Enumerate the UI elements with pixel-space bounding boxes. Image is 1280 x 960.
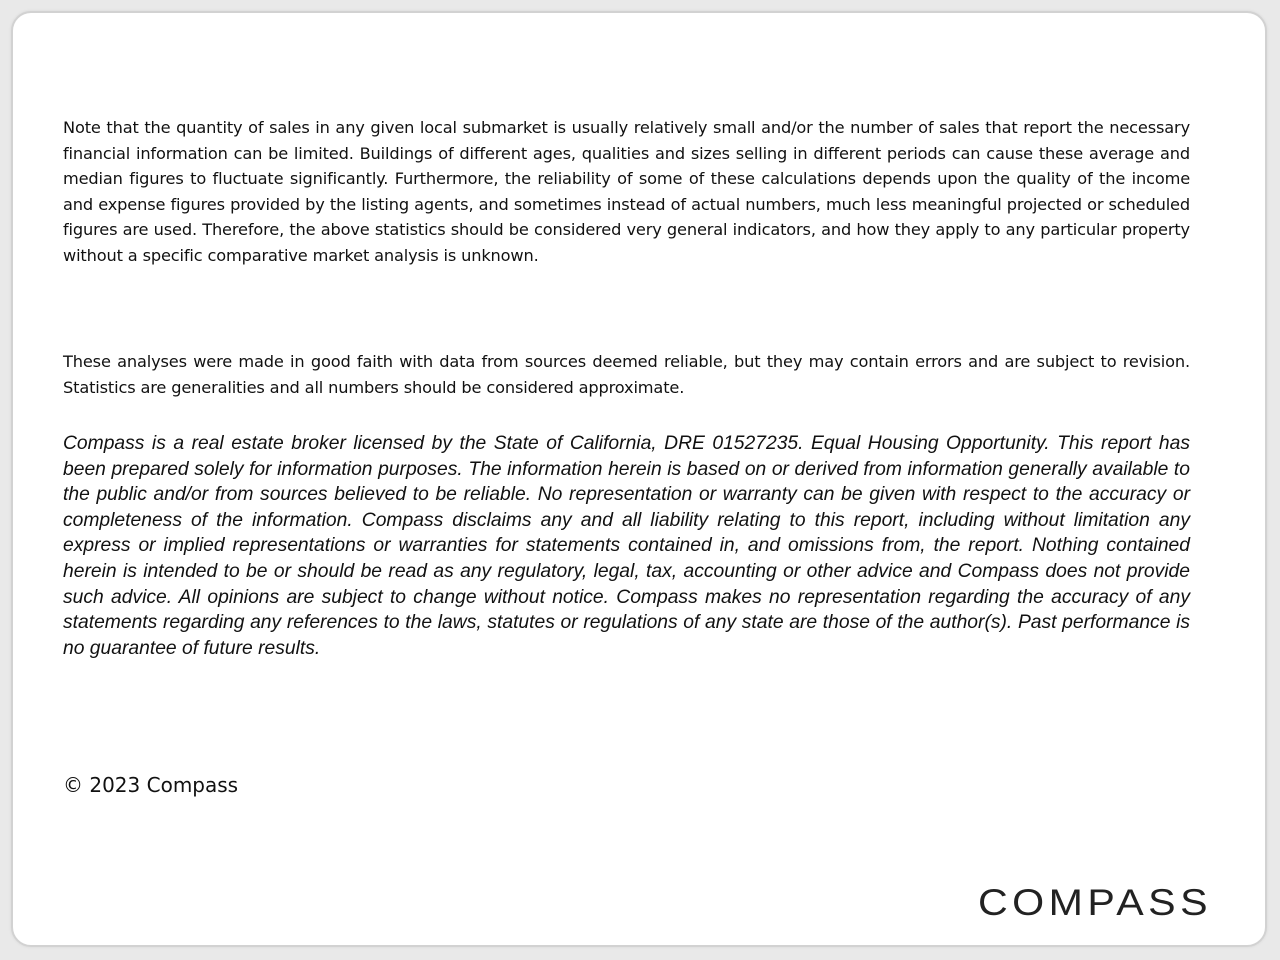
copyright-text: © 2023 Compass [63,773,239,797]
compass-logo [978,881,1214,921]
note-paragraph: Note that the quantity of sales in any given local submarket is usually relatively small and/or the number of sales that report the necessary financial information can be limited. Buildings of different ages, qualities and sizes selling in different periods can cause these average and median figures to fluctuate significantly. Furthermore, the reliability of some of these calculations depends upon the quality of the income and expense figures provided by the listing agents, and sometimes instead of actual numbers, much less meaningful projected or scheduled figures are used. Therefore, the above statistics should be considered very general indicators, and how they apply to any particular property without a specific comparative market analysis is unknown. [63,118,1190,265]
disclaimer-paragraph: Compass is a real estate broker licensed by the State of California, DRE 01527235. Equal Housing Opportunity. This report has been prepared solely for information purposes. The information herein is based on or derived from information generally available to the public and/or from sources believed to be reliable. No representation or warranty can be given with respect to the accuracy or completeness of the information. Compass disclaims any and all liability relating to this report, including without limitation any express or implied representations or warranties for statements contained in, and omissions from, the report. Nothing contained herein is intended to be or should be read as any regulatory, legal, tax, accounting or other advice and Compass does not provide such advice. All opinions are subject to change without notice. Compass makes no representation regarding the accuracy of any statements regarding any references to the laws, statutes or regulations of any state are those of the author(s). Past performance is no guarantee of future results. [63,433,1190,659]
compass-logo-text: COMPASS [978,882,1212,921]
analyses-paragraph: These analyses were made in good faith with data from sources deemed reliable, but they may contain errors and are subject to revision. Statistics are generalities and all numbers should be considered approximate. [63,352,1190,397]
slide-page [11,11,1267,947]
